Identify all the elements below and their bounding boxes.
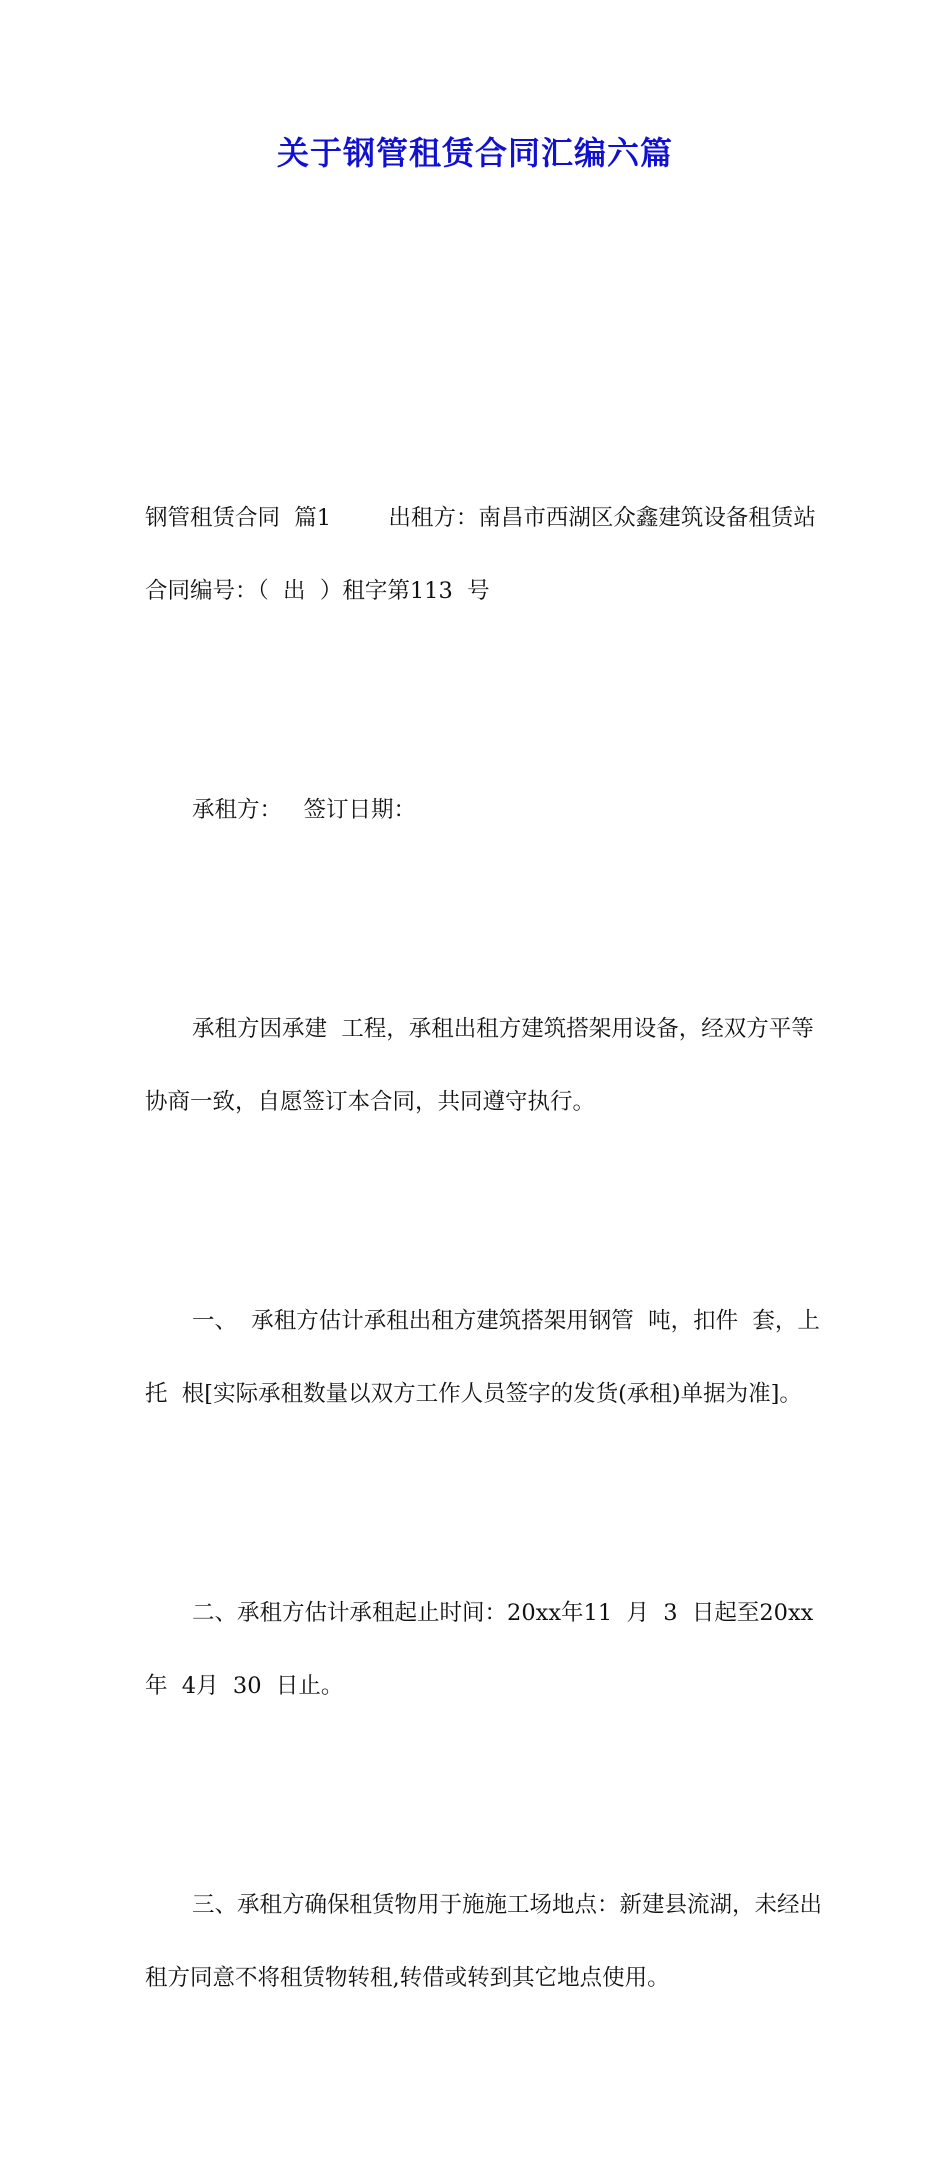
paragraph-clause-3: 三、承租方确保租赁物用于施施工场地点：新建县流湖，未经出租方同意不将租赁物转租,转借或转到其它地点使用。 (145, 1892, 823, 1991)
document-body (145, 336, 835, 2161)
paragraph-intro: 承租方因承建 工程，承租出租方建筑搭架用设备，经双方平等协商一致，自愿签订本合同，共同遵守执行。 (145, 1016, 814, 1115)
paragraph-header: 钢管租赁合同 篇1 出租方：南昌市西湖区众鑫建筑设备租赁站 合同编号：（ 出 ）租字第113 号 (145, 505, 831, 604)
document-title: 关于钢管租赁合同汇编六篇 (276, 134, 673, 172)
paragraph-clause-2: 二、承租方估计承租起止时间：20xx年11 月 3 日起至20xx年 4月 30 日止。 (145, 1600, 814, 1699)
paragraph-lessee-date: 承租方： 签订日期： (192, 797, 416, 823)
paragraph-clause-1: 一、 承租方估计承租出租方建筑搭架用钢管 吨，扣件 套，上托 根[实际承租数量以双方工作人员签字的发货(承租)单据为准]。 (145, 1308, 820, 1407)
